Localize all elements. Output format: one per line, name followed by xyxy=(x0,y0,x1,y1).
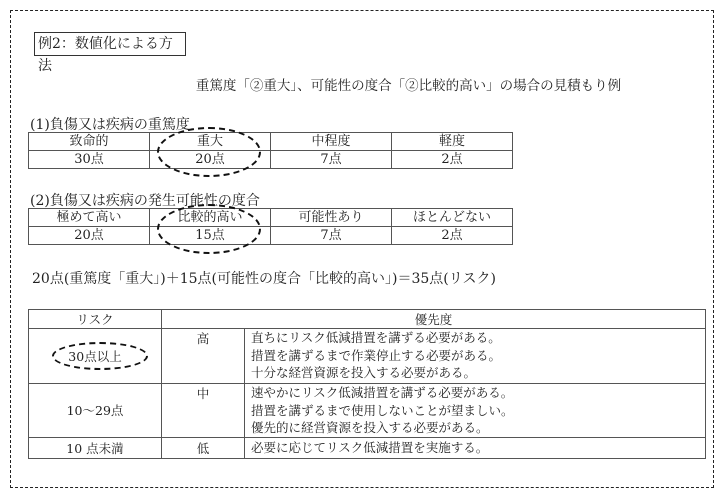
severity-header: 重大 xyxy=(150,133,271,151)
likelihood-header: ほとんどない xyxy=(392,209,513,227)
severity-header: 軽度 xyxy=(392,133,513,151)
likelihood-header: 可能性あり xyxy=(271,209,392,227)
severity-header: 致命的 xyxy=(29,133,150,151)
risk-range: 30点以上 xyxy=(29,329,162,384)
table-row xyxy=(29,384,706,438)
priority-level: 高 xyxy=(162,329,245,384)
priority-description xyxy=(245,437,706,458)
risk-range: 10 点未満 xyxy=(29,437,162,458)
example-subtitle: 重篤度「②重大」、可能性の度合「②比較的高い」の場合の見積もり例 xyxy=(195,78,622,94)
table-row xyxy=(29,437,706,458)
risk-formula: 20点(重篤度「重大」)＋15点(可能性の度合「比較的高い」)＝35点(リスク) xyxy=(32,271,496,287)
risk-range: 10～29点 xyxy=(29,384,162,438)
table-row xyxy=(29,209,513,227)
description-line: 措置を講ずるまで使用しないことが望ましい。 xyxy=(251,402,514,418)
severity-table xyxy=(28,132,513,169)
priority-level: 中 xyxy=(162,384,245,438)
description-line: 直ちにリスク低減措置を講ずる必要がある。 xyxy=(251,330,501,345)
severity-points: 7点 xyxy=(271,151,392,169)
description-line: 優先的に経営資源を投入する必要がある。 xyxy=(251,420,489,435)
likelihood-points: 2点 xyxy=(392,227,513,245)
priority-header: 優先度 xyxy=(162,310,706,329)
severity-points: 2点 xyxy=(392,151,513,169)
likelihood-header: 極めて高い xyxy=(29,209,150,227)
priority-description xyxy=(245,384,706,438)
likelihood-table xyxy=(28,208,513,245)
likelihood-points: 15点 xyxy=(150,227,271,245)
priority-level: 低 xyxy=(162,437,245,458)
table-row xyxy=(29,227,513,245)
risk-priority-table xyxy=(28,309,706,459)
table-row xyxy=(29,133,513,151)
highlight-oval xyxy=(157,204,261,254)
severity-header: 中程度 xyxy=(271,133,392,151)
risk-header: リスク xyxy=(29,310,162,329)
priority-description xyxy=(245,329,706,384)
description-line: 十分な経営資源を投入する必要がある。 xyxy=(251,365,477,380)
severity-points: 30点 xyxy=(29,151,150,169)
table-row xyxy=(29,310,706,329)
table-row xyxy=(29,151,513,169)
severity-heading: (1)負傷又は疾病の重篤度 xyxy=(30,117,190,133)
likelihood-points: 7点 xyxy=(271,227,392,245)
likelihood-points: 20点 xyxy=(29,227,150,245)
description-line: 措置を講ずるまで作業停止する必要がある。 xyxy=(251,347,502,363)
severity-points: 20点 xyxy=(150,151,271,169)
likelihood-heading: (2)負傷又は疾病の発生可能性の度合 xyxy=(30,193,260,209)
highlight-oval xyxy=(157,127,261,177)
likelihood-header: 比較的高い xyxy=(150,209,271,227)
example-title: 例2：数値化による方法 xyxy=(34,32,186,56)
description-line: 必要に応じてリスク低減措置を実施する。 xyxy=(251,439,489,455)
description-line: 速やかにリスク低減措置を講ずる必要がある。 xyxy=(251,385,514,400)
highlight-oval xyxy=(52,342,148,370)
